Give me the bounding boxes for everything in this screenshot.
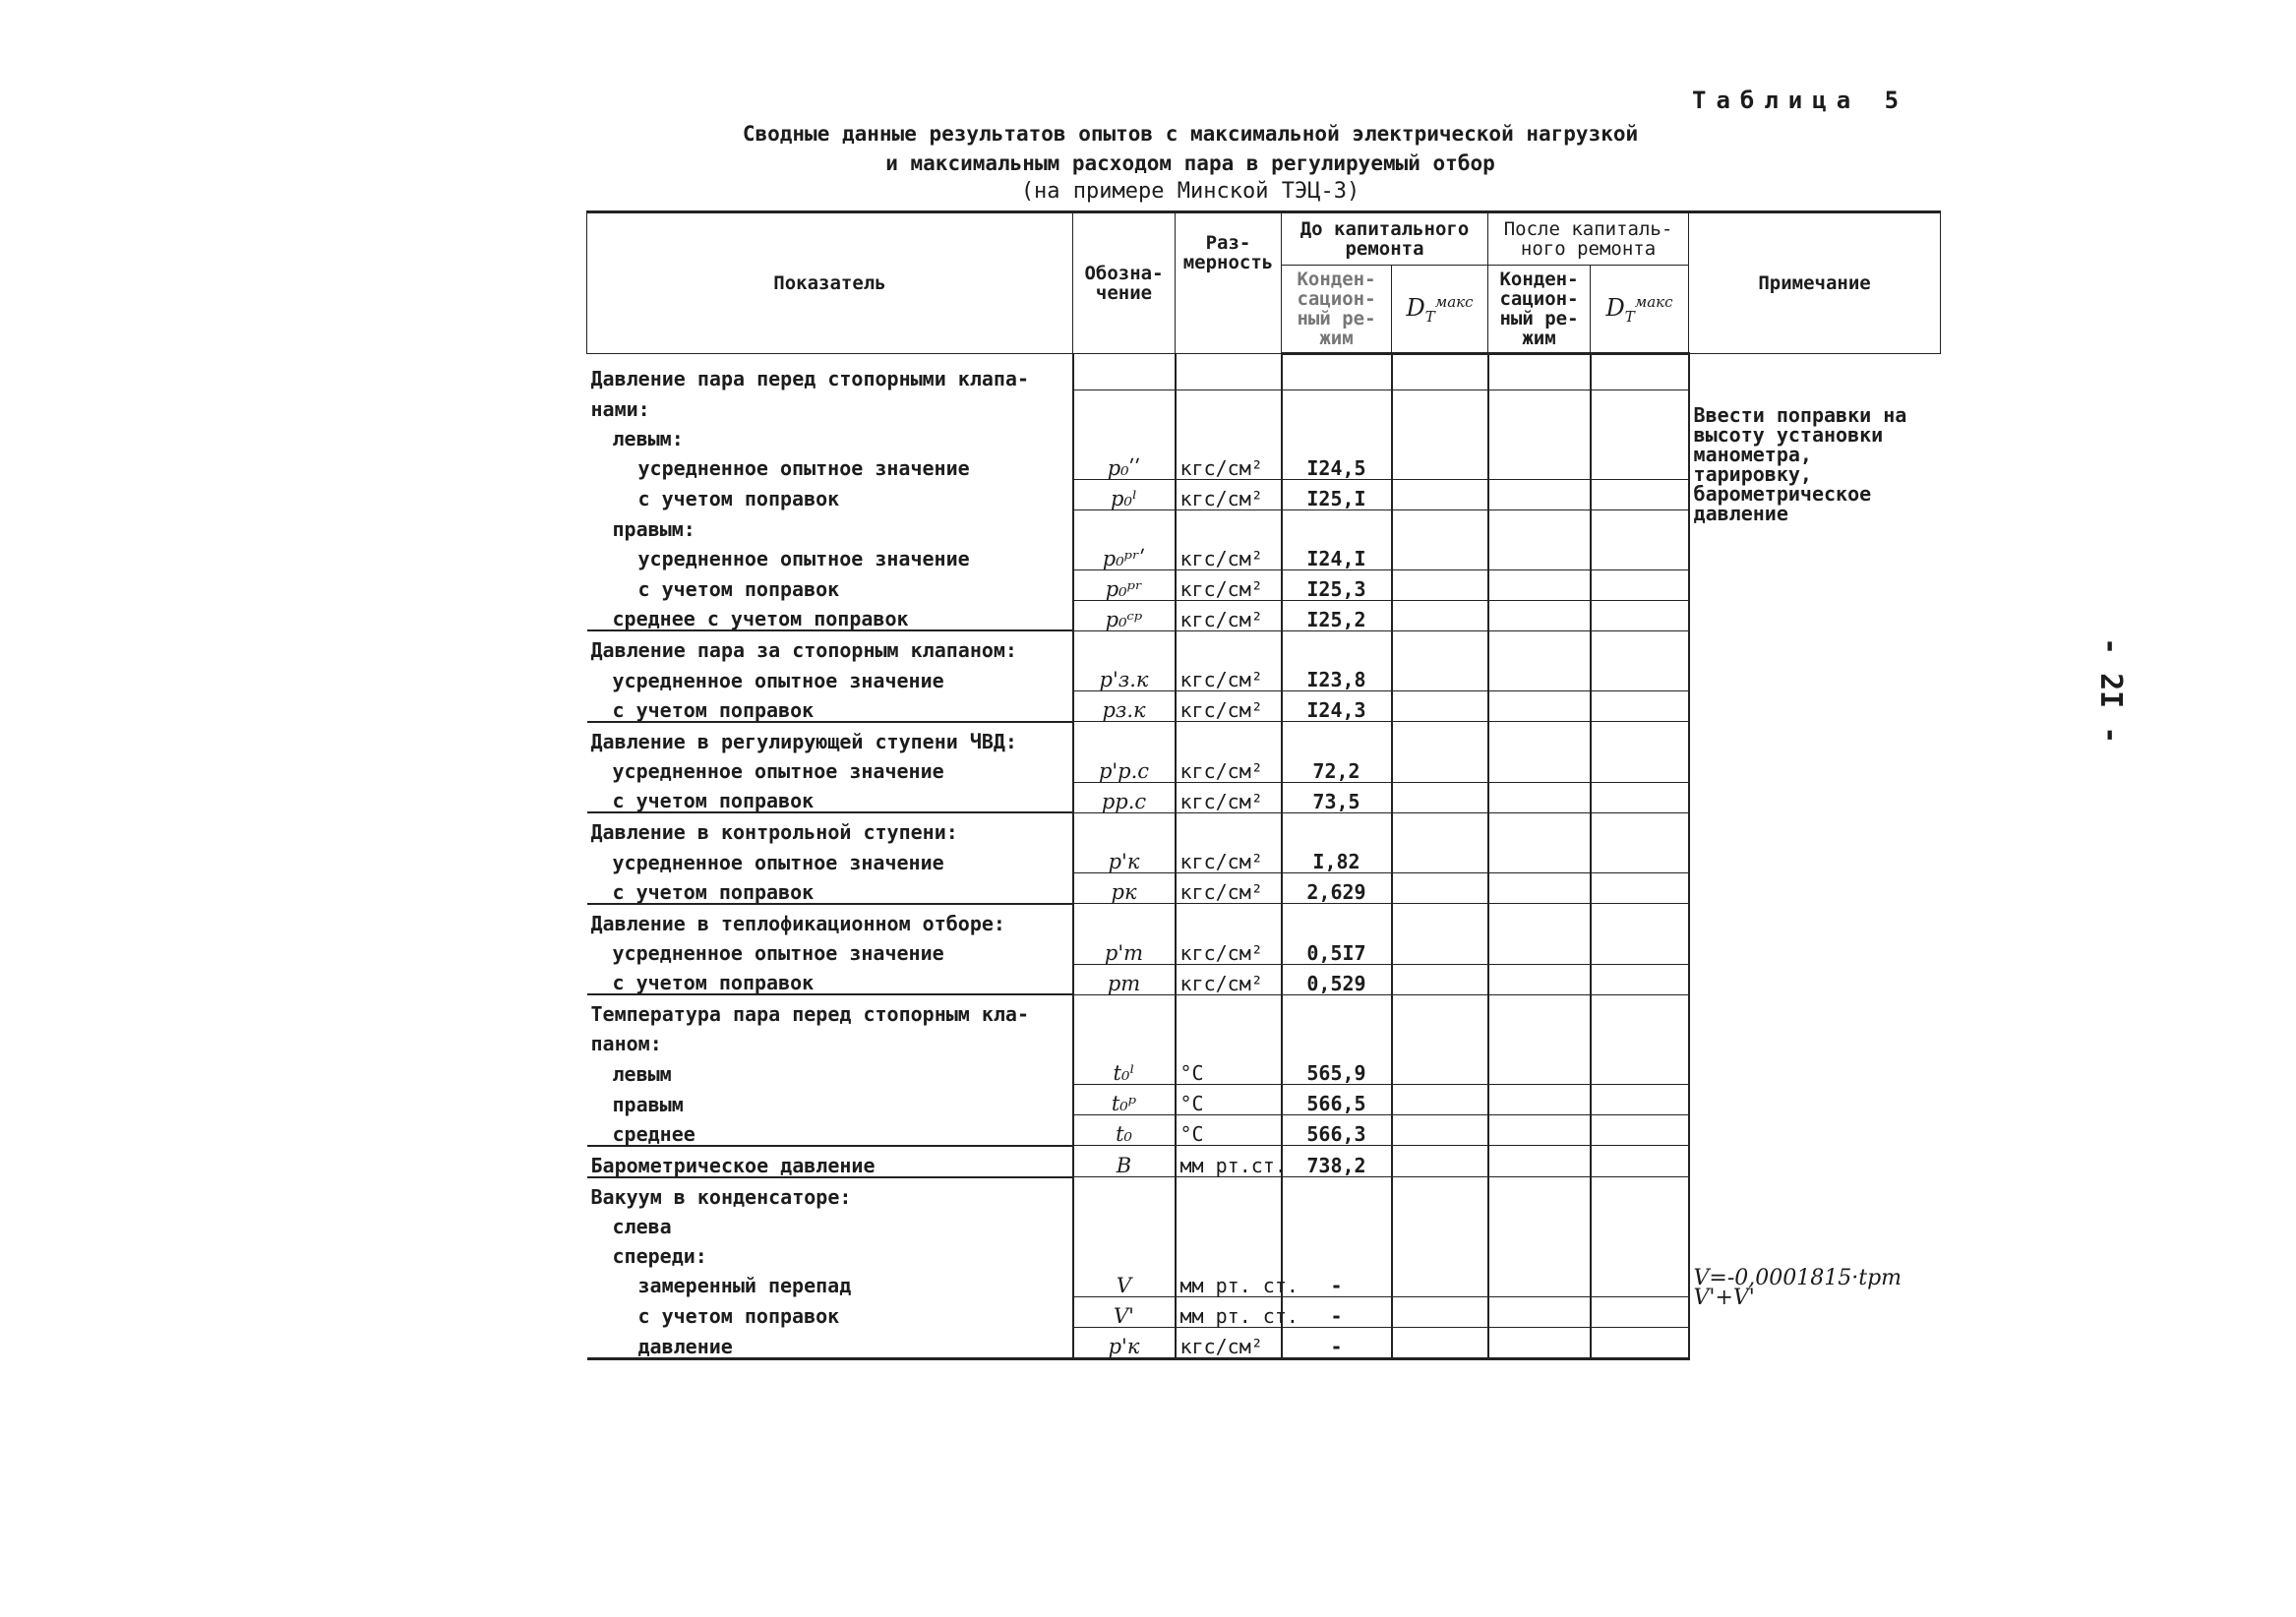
row-value-after-dmax (1591, 934, 1689, 965)
row-designation: V (1073, 1267, 1176, 1297)
row-label: замеренный перепад (637, 1274, 852, 1297)
row-label: Давление в теплофикационном отборе: (587, 904, 1073, 934)
row-unit: кгс/см² (1176, 479, 1282, 509)
row-label: слева (612, 1214, 672, 1238)
row-value-after-dmax (1591, 1296, 1689, 1327)
row-value-after-condensing (1488, 904, 1591, 934)
row-unit: кгс/см² (1176, 752, 1282, 783)
row-value-after-dmax (1591, 1146, 1689, 1177)
row-designation: p'к (1073, 843, 1176, 873)
note-cell-empty (1689, 630, 1941, 1267)
header-condensing-after: Конден-сацион-ный ре-жим (1488, 266, 1591, 354)
row-unit (1176, 994, 1282, 1025)
header-note: Примечание (1689, 212, 1941, 354)
row-label: спереди: (612, 1243, 707, 1268)
row-label: усредненное опытное значение (612, 850, 944, 874)
row-value-before-condensing (1282, 1177, 1392, 1208)
row-value-after-condensing (1488, 1267, 1591, 1297)
row-value-before-dmax (1392, 540, 1488, 570)
row-value-after-condensing (1488, 1327, 1591, 1358)
row-unit: мм рт. ст. (1176, 1267, 1282, 1297)
row-designation: p'к (1073, 1327, 1176, 1358)
row-value-after-condensing (1488, 540, 1591, 570)
row-value-before-dmax (1392, 934, 1488, 965)
header-dmax-after: $D_Т^{макс}$ (1591, 266, 1689, 354)
row-label: Давление пара за стопорным клапаном: (587, 630, 1073, 661)
row-label: усредненное опытное значение (612, 941, 944, 965)
row-value-before-condensing: 73,5 (1282, 782, 1392, 812)
row-value-before-dmax (1392, 691, 1488, 722)
row-value-after-dmax (1591, 1267, 1689, 1297)
row-unit: °C (1176, 1054, 1282, 1085)
row-unit: мм рт. ст. (1176, 1296, 1282, 1327)
note-vacuum-formula: V=-0,0001815·tрт V'+V' (1689, 1267, 1941, 1359)
row-value-before-dmax (1392, 420, 1488, 449)
row-value-before-condensing: - (1282, 1267, 1392, 1297)
row-designation (1073, 389, 1176, 420)
row-value-after-dmax (1591, 630, 1689, 661)
row-value-before-dmax (1392, 1025, 1488, 1054)
row-value-before-condensing: I24,I (1282, 540, 1392, 570)
row-value-after-dmax (1591, 782, 1689, 812)
row-value-after-dmax (1591, 812, 1689, 843)
row-value-after-dmax (1591, 661, 1689, 691)
row-label: правым: (612, 516, 695, 541)
row-designation (1073, 994, 1176, 1025)
row-unit: кгс/см² (1176, 843, 1282, 873)
row-label: Барометрическое давление (587, 1146, 1073, 1177)
row-unit (1176, 630, 1282, 661)
row-unit (1176, 354, 1282, 390)
row-value-after-dmax (1591, 1115, 1689, 1146)
row-designation (1073, 904, 1176, 934)
row-designation (1073, 354, 1176, 390)
header-condensing-before: Конден-сацион-ный ре-жим (1282, 266, 1392, 354)
row-value-after-condensing (1488, 964, 1591, 994)
row-value-after-condensing (1488, 843, 1591, 873)
table-title-line1: Сводные данные результатов опытов с максимальной электрической нагрузкой (742, 122, 1639, 146)
row-designation (1073, 812, 1176, 843)
row-value-after-condensing (1488, 1025, 1591, 1054)
row-designation: t₀ˡ (1073, 1054, 1176, 1085)
row-value-before-dmax (1392, 661, 1488, 691)
row-value-after-dmax (1591, 1237, 1689, 1267)
row-unit (1176, 389, 1282, 420)
row-value-after-condensing (1488, 1054, 1591, 1085)
row-designation (1073, 509, 1176, 540)
row-designation: p₀ᵖʳ (1073, 569, 1176, 600)
row-label: Температура пара перед стопорным кла- (587, 994, 1073, 1025)
row-value-after-dmax (1591, 1327, 1689, 1358)
row-value-after-dmax (1591, 479, 1689, 509)
row-value-before-dmax (1392, 389, 1488, 420)
row-unit: кгс/см² (1176, 873, 1282, 904)
row-value-before-dmax (1392, 1146, 1488, 1177)
row-unit: кгс/см² (1176, 1327, 1282, 1358)
row-value-after-dmax (1591, 691, 1689, 722)
row-value-after-condensing (1488, 420, 1591, 449)
row-label: левым: (612, 426, 684, 450)
row-label: давление (587, 1327, 1073, 1358)
row-value-before-condensing (1282, 630, 1392, 661)
row-value-after-dmax (1591, 722, 1689, 752)
row-value-before-condensing (1282, 389, 1392, 420)
note-cell-corrections (1689, 354, 1941, 631)
row-label: с учетом поправок (612, 697, 815, 722)
row-value-before-dmax (1392, 1085, 1488, 1115)
table-row (587, 354, 1941, 390)
row-designation: pк (1073, 873, 1176, 904)
row-label: паном: (590, 1032, 662, 1055)
row-designation: V' (1073, 1296, 1176, 1327)
row-unit (1176, 812, 1282, 843)
row-value-before-condensing: I25,I (1282, 479, 1392, 509)
row-value-after-condensing (1488, 661, 1591, 691)
row-value-after-dmax (1591, 752, 1689, 783)
row-value-before-condensing (1282, 1025, 1392, 1054)
row-label: усредненное опытное значение (637, 456, 970, 480)
row-value-after-condensing (1488, 1296, 1591, 1327)
row-value-before-dmax (1392, 964, 1488, 994)
row-value-after-dmax (1591, 600, 1689, 630)
row-value-before-dmax (1392, 722, 1488, 752)
row-value-before-dmax (1392, 449, 1488, 480)
row-value-before-dmax (1392, 1115, 1488, 1146)
row-value-after-dmax (1591, 509, 1689, 540)
row-label: усредненное опытное значение (612, 759, 944, 783)
row-designation: p'т (1073, 934, 1176, 965)
row-designation (1073, 420, 1176, 449)
row-value-before-dmax (1392, 1177, 1488, 1208)
row-value-after-condensing (1488, 691, 1591, 722)
row-unit (1176, 1237, 1282, 1267)
row-unit: кгс/см² (1176, 569, 1282, 600)
row-value-after-condensing (1488, 934, 1591, 965)
row-value-before-condensing (1282, 1237, 1392, 1267)
row-value-before-dmax (1392, 354, 1488, 390)
row-value-before-condensing: I23,8 (1282, 661, 1392, 691)
row-unit (1176, 509, 1282, 540)
table-row (587, 1267, 1941, 1297)
row-value-after-condensing (1488, 1237, 1591, 1267)
row-value-before-dmax (1392, 904, 1488, 934)
row-value-before-dmax (1392, 1327, 1488, 1358)
row-value-before-dmax (1392, 873, 1488, 904)
header-after-repair: После капиталь-ного ремонта (1488, 212, 1689, 266)
row-designation: p₀ˡ (1073, 479, 1176, 509)
row-value-after-condensing (1488, 600, 1591, 630)
row-value-before-condensing: - (1282, 1296, 1392, 1327)
row-label: с учетом поправок (637, 1304, 840, 1328)
row-value-before-dmax (1392, 1237, 1488, 1267)
row-label: среднее с учетом поправок (612, 607, 909, 630)
results-table (586, 210, 1941, 1360)
row-designation: p₀ʹʹ (1073, 449, 1176, 480)
row-value-after-condensing (1488, 1177, 1591, 1208)
row-value-after-dmax (1591, 994, 1689, 1025)
row-value-before-condensing: 72,2 (1282, 752, 1392, 783)
table-title-line2: и максимальным расходом пара в регулируемый отбор (885, 151, 1495, 175)
row-value-after-dmax (1591, 873, 1689, 904)
row-value-after-dmax (1591, 1177, 1689, 1208)
table-row (587, 630, 1941, 661)
row-value-after-condensing (1488, 873, 1591, 904)
row-value-before-condensing: 565,9 (1282, 1054, 1392, 1085)
row-unit: кгс/см² (1176, 600, 1282, 630)
row-unit (1176, 722, 1282, 752)
row-value-after-dmax (1591, 1208, 1689, 1237)
row-value-before-dmax (1392, 1296, 1488, 1327)
row-designation (1073, 1177, 1176, 1208)
note-corrections: Ввести поправки на высоту установки манометра, тарировку, барометрическое давление (1693, 403, 1907, 525)
row-value-after-condensing (1488, 1208, 1591, 1237)
row-value-after-dmax (1591, 389, 1689, 420)
row-label: с учетом поправок (612, 789, 815, 812)
row-value-after-condensing (1488, 752, 1591, 783)
row-label: Вакуум в конденсаторе: (587, 1177, 1073, 1208)
header-dmax-before: $D_Т^{макс}$ (1392, 266, 1488, 354)
row-designation: pт (1073, 964, 1176, 994)
row-value-before-condensing: 566,5 (1282, 1085, 1392, 1115)
row-value-before-condensing (1282, 354, 1392, 390)
row-value-after-condensing (1488, 389, 1591, 420)
table-number: Таблица 5 (1692, 87, 1909, 114)
row-value-before-condensing: I24,3 (1282, 691, 1392, 722)
row-value-before-dmax (1392, 1267, 1488, 1297)
row-value-before-condensing: - (1282, 1327, 1392, 1358)
row-designation (1073, 630, 1176, 661)
row-value-after-condensing (1488, 509, 1591, 540)
row-value-before-dmax (1392, 994, 1488, 1025)
row-value-after-dmax (1591, 540, 1689, 570)
row-designation: p₀ᶜᵖ (1073, 600, 1176, 630)
row-value-after-condensing (1488, 1146, 1591, 1177)
row-label: с учетом поправок (637, 577, 840, 601)
row-value-after-condensing (1488, 630, 1591, 661)
row-value-after-dmax (1591, 1025, 1689, 1054)
row-value-after-condensing (1488, 782, 1591, 812)
row-unit: °C (1176, 1115, 1282, 1146)
row-value-before-condensing (1282, 904, 1392, 934)
row-value-after-condensing (1488, 569, 1591, 600)
row-value-before-condensing (1282, 994, 1392, 1025)
row-value-after-condensing (1488, 354, 1591, 390)
row-value-after-condensing (1488, 994, 1591, 1025)
table-body (587, 354, 1941, 1359)
row-value-before-condensing: I,82 (1282, 843, 1392, 873)
row-designation: p'р.с (1073, 752, 1176, 783)
row-value-before-condensing (1282, 722, 1392, 752)
row-label: усредненное опытное значение (612, 668, 944, 692)
row-value-before-condensing: I25,2 (1282, 600, 1392, 630)
row-unit (1176, 420, 1282, 449)
row-value-before-condensing: I24,5 (1282, 449, 1392, 480)
row-value-after-dmax (1591, 354, 1689, 390)
row-unit (1176, 1025, 1282, 1054)
row-label: нами: (590, 396, 650, 421)
row-label: Давление пара перед стопорными клапа- (590, 367, 1030, 390)
row-label: Давление в контрольной ступени: (587, 812, 1073, 843)
row-value-before-condensing (1282, 812, 1392, 843)
row-value-after-condensing (1488, 1085, 1591, 1115)
table-subtitle: (на примере Минской ТЭЦ-3) (1020, 179, 1360, 204)
row-designation (1073, 1025, 1176, 1054)
row-value-before-dmax (1392, 812, 1488, 843)
row-designation: pр.с (1073, 782, 1176, 812)
row-label: с учетом поправок (612, 971, 815, 994)
row-value-before-dmax (1392, 752, 1488, 783)
row-unit: °C (1176, 1085, 1282, 1115)
row-designation: pз.к (1073, 691, 1176, 722)
row-designation: p'з.к (1073, 661, 1176, 691)
row-label: правым (612, 1092, 684, 1116)
row-value-after-dmax (1591, 964, 1689, 994)
row-unit (1176, 1177, 1282, 1208)
row-designation (1073, 722, 1176, 752)
row-label: с учетом поправок (612, 879, 815, 904)
row-unit: кгс/см² (1176, 934, 1282, 965)
row-unit: кгс/см² (1176, 691, 1282, 722)
row-value-before-dmax (1392, 630, 1488, 661)
header-before-repair: До капитального ремонта (1282, 212, 1488, 266)
row-value-after-dmax (1591, 449, 1689, 480)
row-designation: t₀ (1073, 1115, 1176, 1146)
row-value-after-condensing (1488, 722, 1591, 752)
row-value-after-condensing (1488, 812, 1591, 843)
row-value-before-dmax (1392, 479, 1488, 509)
page-number: - 2I - (2093, 637, 2128, 745)
row-unit: кгс/см² (1176, 449, 1282, 480)
row-value-before-condensing: 738,2 (1282, 1146, 1392, 1177)
row-value-before-dmax (1392, 1054, 1488, 1085)
row-unit (1176, 1208, 1282, 1237)
row-value-before-condensing: 0,5I7 (1282, 934, 1392, 965)
row-value-before-dmax (1392, 843, 1488, 873)
row-label: левым (612, 1061, 672, 1086)
row-value-before-dmax (1392, 509, 1488, 540)
row-designation (1073, 1237, 1176, 1267)
row-value-after-dmax (1591, 420, 1689, 449)
row-value-after-condensing (1488, 1115, 1591, 1146)
row-value-before-dmax (1392, 782, 1488, 812)
row-label: среднее (612, 1121, 695, 1146)
row-unit: кгс/см² (1176, 540, 1282, 570)
row-unit: мм рт.ст. (1176, 1146, 1282, 1177)
row-value-before-condensing: 0,529 (1282, 964, 1392, 994)
row-value-after-dmax (1591, 843, 1689, 873)
row-value-before-dmax (1392, 1208, 1488, 1237)
row-unit: кгс/см² (1176, 964, 1282, 994)
row-value-before-condensing (1282, 1208, 1392, 1237)
row-label: Давление в регулирующей ступени ЧВД: (587, 722, 1073, 752)
header-designation: Обозна-чение (1073, 212, 1176, 354)
row-value-before-condensing: 566,3 (1282, 1115, 1392, 1146)
row-designation (1073, 1208, 1176, 1237)
row-value-after-dmax (1591, 569, 1689, 600)
row-value-before-condensing (1282, 420, 1392, 449)
header-dimension: Раз-мерность (1176, 212, 1282, 354)
row-designation: t₀ᵖ (1073, 1085, 1176, 1115)
row-value-after-dmax (1591, 904, 1689, 934)
row-value-before-dmax (1392, 600, 1488, 630)
row-value-before-dmax (1392, 569, 1488, 600)
row-value-after-dmax (1591, 1054, 1689, 1085)
row-designation: B (1073, 1146, 1176, 1177)
row-unit: кгс/см² (1176, 782, 1282, 812)
row-value-after-condensing (1488, 449, 1591, 480)
row-label: с учетом поправок (637, 487, 840, 510)
row-unit (1176, 904, 1282, 934)
row-value-before-condensing: I25,3 (1282, 569, 1392, 600)
row-value-before-condensing (1282, 509, 1392, 540)
row-label: усредненное опытное значение (637, 547, 970, 570)
row-unit: кгс/см² (1176, 661, 1282, 691)
row-value-after-condensing (1488, 479, 1591, 509)
header-indicator: Показатель (587, 212, 1073, 354)
row-value-after-dmax (1591, 1085, 1689, 1115)
row-designation: p₀ᵖʳʹ (1073, 540, 1176, 570)
row-value-before-condensing: 2,629 (1282, 873, 1392, 904)
